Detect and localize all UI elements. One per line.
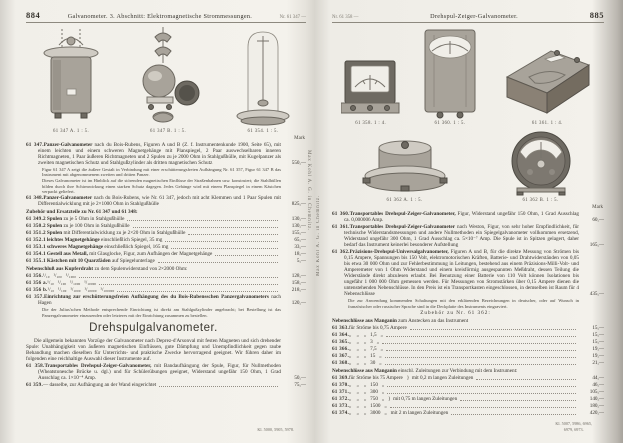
entry-description: zu dem Spulenwiderstand von 2×2000 Ohm: xyxy=(93,266,188,273)
left-page-number: 884 xyxy=(26,10,41,20)
entry-price: 5,— xyxy=(296,258,306,265)
right-figures-row-2 xyxy=(332,130,604,203)
dot-leader xyxy=(165,241,278,242)
glass-dome-stand-illustration xyxy=(233,27,293,127)
price-column-header-right: Mark xyxy=(592,205,603,210)
entry-title: 1 leichtes Magnetgehänge xyxy=(42,237,100,244)
entry-description: „ „ „ 1500 „ xyxy=(348,403,387,410)
dot-leader xyxy=(188,234,278,235)
catalog-entry xyxy=(26,258,306,264)
publisher-mark-left: Max Kohl A. G. in Chemnitz. xyxy=(306,150,311,232)
entry-price: 165,— xyxy=(589,242,604,249)
small-pointer-galvanometer-illustration xyxy=(341,55,401,119)
entry-description: Dieses Galvanometer ist im Hinblick auf die störenden magnetischen Einflüsse der Straßenbahnen usw. konstruiert; die Stahlhüllen bilden durch ihre Schirmwirkung einen starken Schutz dagegen. Jedes Gehänge wird mit einem Planspiegel in einem Kästchen verpackt geliefert. xyxy=(42,178,281,194)
entry-description: ¹/₁₀ ¹/₁₀₀ ¹/₁₀₀₀ ¹/₁₀₀₀₀ xyxy=(47,280,97,287)
entry-text xyxy=(26,280,96,286)
entry-description: Drehspulgalvanometer. xyxy=(89,321,218,334)
entry-title: Einrichtung zur erschütterungsfreien Aufhängung des du Bois-Rubensschen Panzergalvanometers xyxy=(43,294,269,301)
entry-number: 61 366. xyxy=(332,345,349,352)
dot-leader xyxy=(387,386,576,387)
entry-text xyxy=(332,346,383,352)
catalog-entry xyxy=(332,249,604,297)
entry-text xyxy=(332,211,579,223)
entry-text xyxy=(332,317,579,324)
catalog-entry xyxy=(332,310,604,316)
entry-text xyxy=(26,195,281,207)
dot-leader xyxy=(215,255,278,256)
entry-number: 61 358. xyxy=(26,363,45,370)
entry-price: 15,— xyxy=(592,324,604,331)
right-page-header xyxy=(332,10,604,23)
entry-price: 435,— xyxy=(589,291,604,298)
figure-caption: 61 362 B. 1 : 5. xyxy=(522,198,559,203)
entry-price: 50,— xyxy=(294,375,306,382)
dot-leader xyxy=(386,336,576,337)
entry-number: 61 360. xyxy=(332,211,350,217)
entry-title: 2 Spulen xyxy=(42,230,63,237)
entry-description: für Ströme bis 75 Ampere } mit 0,2 m langen Zuleitungen xyxy=(348,375,474,382)
entry-description: „ „ „ 3 „ xyxy=(348,338,379,345)
entry-title: 1 Gestell aus Metall, xyxy=(42,251,88,258)
entry-price: 75,— xyxy=(294,382,306,389)
entry-number: 61 364. xyxy=(332,331,349,338)
entry-text xyxy=(26,251,212,257)
entry-description: nach du Bois-Rubens, wie Nr. 61 347, jedoch mit acht Klemmen und 1 Paar Spulen mit Differentialwicklung mit je 2×1000 Ohm in Stahlgußhülle xyxy=(38,194,281,208)
dot-leader xyxy=(410,329,576,330)
entry-text xyxy=(332,367,579,374)
entry-number: 61 373. xyxy=(332,403,349,410)
entry-description: zum Anstecken an das Instrument xyxy=(396,317,469,324)
entry-price: 420,— xyxy=(589,410,604,417)
entry-description: mit Bandaufhängung der Spule, Figur, für Nullmethoden (Wheatstonesche Brücke u. dgl.) und für Schülerübungen geeignet, Widerstand ungefähr 150 Ohm, 1 Grad Ausschlag ca. 1×10⁻⁴ Amp. xyxy=(38,363,281,382)
catalog-entry xyxy=(26,265,306,272)
entry-description: einschließlich Spiegel, 165 mg xyxy=(103,244,169,251)
entry-number: 61 365. xyxy=(332,338,349,345)
entry-title: Transportables Drehspul-Zeiger-Galvanometer xyxy=(349,224,456,231)
entry-number: 61 347. xyxy=(26,142,44,148)
figure-caption: 61 361. 1 : 4. xyxy=(531,121,563,126)
entry-price: 218,— xyxy=(291,287,306,294)
entry-text xyxy=(26,319,281,337)
entry-number: 61 356 b. xyxy=(26,287,48,294)
dot-leader xyxy=(79,277,278,278)
right-figures-row-1 xyxy=(332,27,604,126)
catalog-entry xyxy=(332,410,604,416)
left-catalog-entries xyxy=(26,142,306,388)
figure-61362A xyxy=(359,136,451,203)
entry-description: Zubehör zu Nr. 61 362: xyxy=(420,309,491,316)
entry-price: 15,— xyxy=(592,331,604,338)
right-catalog-entries xyxy=(332,211,604,416)
right-running-title: Drehspul-Zeiger-Galvanometer. xyxy=(430,13,518,20)
entry-text xyxy=(26,258,155,264)
dot-leader xyxy=(171,248,278,249)
entry-description: „ „ „ 1,5 „ xyxy=(348,331,383,338)
figure-61360 xyxy=(418,27,482,126)
entry-number: 61 354. xyxy=(26,251,43,258)
entry-text xyxy=(26,230,185,236)
entry-price: 140,— xyxy=(589,396,604,403)
entry-description: Figur 61 347 A zeigt die äußere Gestalt in Verbindung mit einer erschütterungsfreien Aufhängung Nr. 61 357, Figur 61 347 B das Instrument mit abgenommenem zweiten und dritten Panzer. xyxy=(42,167,281,178)
entry-text xyxy=(332,396,457,402)
catalog-entry xyxy=(26,216,306,222)
catalog-entry xyxy=(332,353,604,359)
entry-title: 1 Kästchen mit 10 Quarzfäden xyxy=(42,258,111,265)
drum-galvanometer-illustration xyxy=(359,136,451,196)
entry-number: 61 370. xyxy=(332,382,349,389)
panzer-galvanometer-a-illustration xyxy=(39,27,103,127)
figure-61358 xyxy=(341,55,401,126)
entry-price: 120,— xyxy=(291,300,306,307)
entry-text xyxy=(332,310,579,316)
figure-61362B xyxy=(504,130,578,203)
entry-text xyxy=(26,338,281,362)
entry-text xyxy=(332,339,379,345)
dot-leader xyxy=(158,262,278,263)
entry-text xyxy=(26,167,281,177)
catalog-entry xyxy=(26,319,306,337)
entry-title: 2 Spulen xyxy=(42,223,63,230)
entry-description: „ „ „ 15 „ xyxy=(348,352,382,359)
entry-text xyxy=(26,216,124,222)
entry-description: „ „ „ 30 „ xyxy=(348,360,382,366)
right-page-footer xyxy=(555,421,592,432)
entry-text xyxy=(26,178,281,194)
entry-description: Die der Julius'schen Methode entsprechende Einrichtung ist direkt am Stahlgußzylinder angebracht; bei Bestellung ist das Panzergalvanometer einzusenden oder letzteres mit der Einrichtung zusammen zu bestellen. xyxy=(42,307,281,318)
entry-number: 61 372. xyxy=(332,396,349,403)
entry-description: Die zur Anwendung kommenden Schaltungen mit den erklärenden Bezeichnungen in deutscher, oder auf Wunsch in französischer oder russischer Sprache sind in die Deckplatte des Instruments eingraviert. xyxy=(348,298,579,309)
figure-caption: 61 362 A. 1 : 5. xyxy=(386,198,423,203)
catalog-entry xyxy=(332,389,604,395)
catalog-entry xyxy=(332,396,604,402)
entry-number: 61 356 a. xyxy=(26,280,48,287)
catalog-entry xyxy=(332,367,604,374)
entry-description: auf Spiegelunterlage xyxy=(110,258,155,265)
entry-price: 21,— xyxy=(592,360,604,366)
dot-leader xyxy=(451,414,576,415)
entry-price: 44,— xyxy=(592,375,604,382)
entry-description: Die allgemein bekannten Vorzüge der Galvanometer nach Deprez-d'Arsonval mit festen Magneten und sich drehender Spule: Unabhängigkeit von äußeren magnetischen Einflüssen, gute Dämpfung und Unempfindlichkeit gegen raube Behandlung machen dieselben für Unterrichts- und praktische Zwecke hervorragend geeignet. Wir führen daher im folgenden eine reichhaltige Auswahl dieser Instrumente auf. xyxy=(26,338,281,363)
entry-price: 550,— xyxy=(291,160,306,167)
entry-description: ¹/₁₀ ¹/₁₀₀ ¹/₁₀₀₀ xyxy=(42,273,77,280)
catalog-entry xyxy=(26,338,306,362)
left-page xyxy=(26,10,306,435)
entry-description: — dasselbe, zur Aufhängung an der Wand eingerichtet xyxy=(42,382,157,389)
dot-leader xyxy=(385,364,576,365)
entry-description: nach du Bois-Rubens, Figuren A und B (Z. f. Instrumentenkunde 1900, Seite 65), mit einem leichten und einem schweren Magnetgehänge mit Planspiegel, 2 Paar auswechselbaren inneren Richtmagneten, 1 Paar äußeren Richtmagneten und 2 Spulen zu je 2000 Ohm in Stahlgußhülle, mit Kugelpanzer als zweiten magnetischen Schutz und Stahlgußzylinder als dritten magnetischen Schutz xyxy=(38,142,281,167)
catalog-entry xyxy=(332,298,604,308)
round-dial-galvanometer-illustration xyxy=(504,130,578,196)
entry-text xyxy=(26,382,156,388)
entry-text xyxy=(26,363,281,381)
entry-title: Nebenschlüsse aus Manganin xyxy=(332,317,397,324)
figure-61347A xyxy=(39,27,103,134)
entry-text xyxy=(26,287,114,293)
left-page-header xyxy=(26,10,306,23)
wooden-box-galvanometer-illustration xyxy=(499,43,595,119)
catalog-entry xyxy=(26,280,306,286)
entry-description: ¹/₁₀ ¹/₁₀₀ ¹/₁₀₀₀ ¹/₁₀₀₀₀ ¹/₁₀₀₀₀₀ xyxy=(47,287,115,294)
catalog-entry xyxy=(332,360,604,366)
catalog-entry xyxy=(332,346,604,352)
catalog-entry xyxy=(26,178,306,194)
entry-number: 61 356. xyxy=(26,273,43,280)
catalog-entry xyxy=(26,223,306,229)
dot-leader xyxy=(133,227,278,228)
entry-title: 1 schweres Magnetgehänge xyxy=(42,244,104,251)
figure-caption: 61 358. 1 : 4. xyxy=(355,121,387,126)
catalog-entry xyxy=(332,317,604,324)
left-page-footer: Kl. 5000, 5905, 5978. xyxy=(257,426,294,432)
entry-description: einschl. Zuleitungen zur Verbindung mit dem Instrument: xyxy=(396,368,518,375)
entry-price: 46,— xyxy=(592,382,604,389)
right-page xyxy=(332,10,604,435)
price-column-header-left: Mark xyxy=(294,136,305,141)
right-footer-line-2: 6979, 6973. xyxy=(563,426,584,432)
entry-text xyxy=(332,353,382,359)
figure-caption: 61 360. 1 : 5. xyxy=(434,121,466,126)
entry-number: 61 369. xyxy=(332,375,349,382)
entry-description: „ „ „ 7,5 „ xyxy=(348,345,383,352)
entry-text xyxy=(332,325,407,331)
catalog-entry xyxy=(332,375,604,381)
entry-description: mit Differentialwicklung zu je 2×20 Ohm in Stahlgußhülle xyxy=(62,230,186,237)
entry-title: Panzer-Galvanometer xyxy=(43,194,93,201)
entry-text xyxy=(332,249,579,297)
entry-text xyxy=(332,360,382,366)
left-running-title: Galvanometer. 3. Abschnitt: Elektromagnetische Strommessungen. xyxy=(67,13,253,20)
entry-title: 2 Spulen xyxy=(42,216,63,223)
entry-description: mit Glasglocke, Figur, zum Aufhängen der Magnetgehänge xyxy=(87,251,213,258)
dot-leader xyxy=(387,393,576,394)
dot-leader xyxy=(382,343,576,344)
entry-text xyxy=(332,403,387,409)
right-page-number: 885 xyxy=(589,10,604,20)
catalog-entry xyxy=(26,363,306,381)
catalog-entry xyxy=(26,251,306,257)
entry-price: 60,— xyxy=(592,217,604,224)
catalog-entry xyxy=(26,382,306,388)
entry-description: einschließlich Spiegel, 35 mg xyxy=(99,237,163,244)
entry-description: „ „ „ 150 „ xyxy=(348,382,385,389)
entry-price: 19,— xyxy=(592,345,604,352)
entry-text xyxy=(332,389,384,395)
entry-description: nach Weston, Figur, von sehr hoher Empfindlichkeit, für technische Widerstandsmessungen und andere Nullmethoden ein Spiegelgalvanometer vollkommen ersetzend, Widerstand ungefähr 300 Ohm, 1 Grad Ausschlag ca. 5×10⁻⁷ Amp. Die Spule ist in Spitzen gelagert, daher bedarf das Instrument keinerlei besonderer Aufstellung xyxy=(344,224,580,249)
catalog-entry xyxy=(26,287,306,293)
entry-price: 130,— xyxy=(291,223,306,230)
entry-price: 15,— xyxy=(592,338,604,345)
entry-text xyxy=(26,244,168,250)
entry-number: 61 353. xyxy=(26,244,43,251)
dot-leader xyxy=(460,400,576,401)
entry-number: 61 357. xyxy=(26,294,44,301)
entry-text xyxy=(26,223,130,229)
entry-text xyxy=(332,382,384,388)
dot-leader xyxy=(127,220,278,221)
entry-title: Panzer-Galvanometer xyxy=(43,142,93,148)
entry-number: 61 362. xyxy=(332,249,350,256)
catalog-entry xyxy=(332,382,604,388)
entry-price: 105,— xyxy=(589,389,604,396)
entry-title: Transportables Drehspul-Zeiger-Galvanometer, xyxy=(349,211,456,217)
catalog-entry xyxy=(26,208,306,215)
catalog-entry xyxy=(26,230,306,236)
dot-leader xyxy=(385,357,576,358)
entry-number: 61 367. xyxy=(332,352,349,359)
figure-61354 xyxy=(233,27,293,134)
catalog-entry xyxy=(26,244,306,250)
entry-description: „ „ „ 300 „ xyxy=(348,389,385,396)
entry-number: 61 351. xyxy=(26,230,43,237)
entry-description: „ „ „ 3000 „ mit 2 m langen Zuleitungen xyxy=(348,410,449,417)
entry-price: 65,— xyxy=(294,237,306,244)
entry-number: 61 352. xyxy=(26,237,43,244)
entry-number: 61 371. xyxy=(332,389,349,396)
dot-leader xyxy=(390,407,576,408)
entry-text xyxy=(332,410,448,416)
entry-description: zu je 100 Ohm in Stahlgußhülle xyxy=(62,223,130,230)
entry-number: 61 348. xyxy=(26,194,44,201)
entry-price: 158,— xyxy=(291,280,306,287)
entry-title: Nebenschluß aus Kupferdraht xyxy=(26,266,94,273)
entry-description: Figur, Widerstand ungefähr 150 Ohm, 1 Grad Ausschlag ca. 0,000006 Amp. xyxy=(344,211,579,224)
catalog-entry xyxy=(332,325,604,331)
entry-price: 33,— xyxy=(294,244,306,251)
entry-title: Transportables Drehspul-Zeiger-Galvanometer, xyxy=(44,363,152,370)
catalog-entry xyxy=(26,307,306,317)
entry-title: Präzisions-Drehspul-Universalgalvanometer, xyxy=(349,249,449,256)
figure-61361 xyxy=(499,43,595,126)
dot-leader xyxy=(476,379,576,380)
entry-number: 61 374. xyxy=(332,410,349,417)
entry-title: Nebenschlüsse aus Manganin xyxy=(332,368,397,375)
entry-text xyxy=(26,142,281,166)
entry-price: 180,— xyxy=(589,403,604,410)
entry-number: 61 359. xyxy=(26,382,43,389)
entry-price: 19,— xyxy=(592,352,604,359)
entry-description: für Ströme bis 0,75 Ampere xyxy=(348,324,407,331)
dot-leader xyxy=(159,386,278,387)
figure-61347B xyxy=(129,27,207,134)
catalog-entry xyxy=(26,195,306,207)
entry-description: Figuren A und B, für die direkte Messung von Strömen bis 0,15 Ampere, Spannungen bis 150 Volt, elektromotorischen Kräften, Batterie- und Drahtwiderständen von 0,05 bis etwa 30 000 Ohm und zur Fehlerbestimmung in Leitungen, bestehend aus einem Präzisions-Milli-Volt- und Amperemeter von 1 Ohm Widerstand und einem kreisförmig ausgespannten Meßdraht, dessen Teilung die Widerstände direkt abzulesen erlaubt. Bei Benutzung einer Batterie von 110 Volt können Isolationen bis ungefähr 1 000 000 Ohm gemessen werden. Für Messungen von Stromstärken über 0,15 Ampere dienen die untenstehenden Nebenschlüsse. In den Preis ist ein Transportkasten eingeschlossen, in demselben ist Raum für 4 Nebenschlüsse xyxy=(344,249,579,298)
entry-description: zu je 5 Ohm in Stahlgußhülle xyxy=(62,216,125,223)
entry-text xyxy=(26,294,281,306)
entry-text xyxy=(26,307,281,317)
entry-text xyxy=(332,224,579,248)
tall-pointer-galvanometer-illustration xyxy=(418,27,482,119)
catalog-entry xyxy=(332,224,604,248)
entry-text xyxy=(26,208,281,215)
catalog-entry xyxy=(332,339,604,345)
catalog-entry xyxy=(26,294,306,306)
entry-price: 155,— xyxy=(291,230,306,237)
figure-caption: 61 347 A. 1 : 5. xyxy=(52,129,90,134)
catalog-entry xyxy=(26,237,306,243)
entry-text xyxy=(332,375,473,381)
figure-caption: 61 354. 1 : 5. xyxy=(247,129,279,134)
right-footer-line-1: Kl. 5007, 5986, 6965, xyxy=(555,421,592,427)
entry-price: 128,— xyxy=(291,273,306,280)
panzer-galvanometer-b-illustration xyxy=(129,27,207,127)
dot-leader xyxy=(386,350,576,351)
dot-leader xyxy=(99,284,278,285)
entry-text xyxy=(26,273,76,279)
left-figures-row xyxy=(26,27,306,134)
entry-description: nach Hagen xyxy=(38,294,282,307)
catalog-entry xyxy=(26,167,306,177)
catalog-entry xyxy=(26,142,306,166)
catalog-entry xyxy=(332,211,604,223)
entry-price: 825,— xyxy=(291,201,306,208)
entry-number: 61 368. xyxy=(332,360,349,366)
entry-price: 130,— xyxy=(291,216,306,223)
dot-leader xyxy=(117,291,278,292)
entry-number: 61 361. xyxy=(332,224,350,231)
entry-description: „ „ „ 750 „ } mit 0,75 m langen Zuleitungen xyxy=(348,396,458,403)
figure-caption: 61 347 B. 1 : 5. xyxy=(149,129,187,134)
entry-text xyxy=(26,265,281,272)
entry-number: 61 349. xyxy=(26,216,43,223)
entry-number: 61 350. xyxy=(26,223,43,230)
entry-text xyxy=(332,332,383,338)
entry-number: 61 363. xyxy=(332,324,349,331)
entry-text xyxy=(332,298,579,308)
left-item-range: Nr. 61 347 — xyxy=(279,15,306,20)
catalog-entry xyxy=(332,332,604,338)
entry-text xyxy=(26,237,162,243)
catalog-entry xyxy=(26,273,306,279)
entry-title: Zubehör und Ersatzteile zu Nr. 61 347 und 61 348: xyxy=(26,209,138,216)
right-item-range: Nr. 61 358 — xyxy=(332,15,359,20)
entry-number: 61 355. xyxy=(26,258,43,265)
catalog-entry xyxy=(332,403,604,409)
entry-price: 18,— xyxy=(294,251,306,258)
publisher-mark-right: Max Kohl A. G. in Chemnitz. xyxy=(316,195,321,277)
